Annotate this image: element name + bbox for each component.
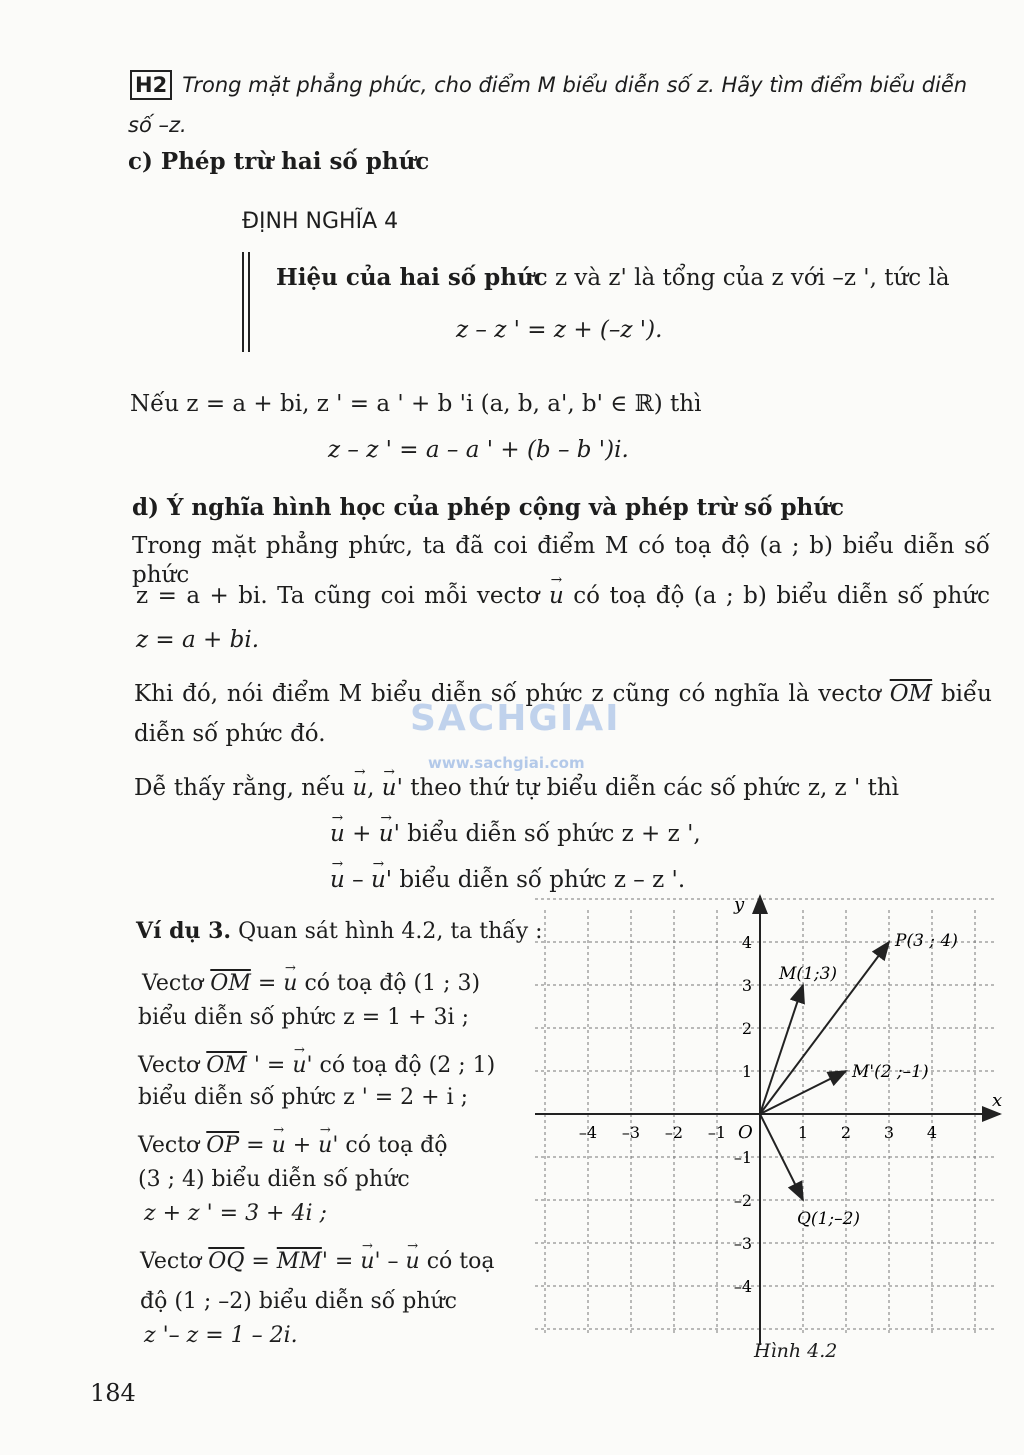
vector-om: $\overline{OM}$ bbox=[889, 681, 933, 707]
ex-v1-eq: = bbox=[250, 971, 284, 996]
ex-v1-a: Vectơ bbox=[142, 971, 211, 996]
ex-v4-line3: z '– z = 1 – 2i. bbox=[144, 1323, 298, 1348]
ex-v3-plus: + bbox=[285, 1133, 319, 1158]
axes bbox=[535, 896, 1003, 1345]
vector-u-prime: → u bbox=[371, 866, 386, 895]
d-p1-line1: Trong mặt phẳng phức, ta đã coi điểm M có toạ độ (a ; b) biểu diễn số phức bbox=[132, 533, 990, 588]
x-tick-label: –3 bbox=[621, 1123, 641, 1142]
vector-om: $\overline{OM}$ bbox=[210, 971, 251, 996]
vector-u: → u bbox=[283, 970, 297, 998]
definition-rest: z và z' là tổng của z với –z ', tức là bbox=[547, 265, 950, 291]
y-tick-label: –2 bbox=[733, 1191, 752, 1210]
vector-op: $\overline{OP}$ bbox=[206, 1133, 240, 1158]
ex-v1-b: có toạ độ (1 ; 3) bbox=[297, 971, 481, 996]
vector-u: → u bbox=[330, 866, 345, 895]
ex-v4-eq: = bbox=[244, 1249, 277, 1274]
diff-rest: ' biểu diễn số phức z – z '. bbox=[385, 867, 686, 893]
sum-line bbox=[330, 820, 701, 849]
ex-v4-a: Vectơ bbox=[140, 1249, 209, 1274]
definition-bold: Hiệu của hai số phức bbox=[276, 264, 548, 291]
ex-v2-line2: biểu diễn số phức z ' = 2 + i ; bbox=[138, 1085, 469, 1110]
example-title: Ví dụ 3. bbox=[136, 918, 232, 944]
ex-v4-eq2: ' = bbox=[321, 1249, 361, 1274]
point-label: Q(1;–2) bbox=[797, 1209, 861, 1229]
ex-v3-b: ' có toạ độ bbox=[332, 1133, 448, 1158]
section-c-title: c) Phép trừ hai số phức bbox=[128, 148, 430, 175]
d-p1-line3: z = a + bi. bbox=[136, 627, 260, 653]
section-d-title: d) Ý nghĩa hình học của phép cộng và phép trừ số phức bbox=[132, 494, 844, 521]
sum-op: + bbox=[344, 821, 379, 847]
vector-u: → u bbox=[549, 582, 564, 611]
origin-label: O bbox=[738, 1122, 753, 1143]
neu-line2: z – z ' = a – a ' + (b – b ')i. bbox=[328, 437, 629, 463]
x-tick-label: 4 bbox=[926, 1123, 938, 1142]
vector-u-prime: → u bbox=[382, 774, 397, 803]
vector-u-prime: → u bbox=[360, 1248, 374, 1276]
d-p3-line1 bbox=[134, 774, 899, 803]
ex-v2-line1 bbox=[138, 1052, 495, 1080]
ex-v4-line2: độ (1 ; –2) biểu diễn số phức bbox=[140, 1289, 457, 1314]
vector-u: → u bbox=[406, 1248, 420, 1276]
d-p1-line2 bbox=[136, 582, 990, 611]
vector-om-prime: $\overline{OM}$ bbox=[206, 1053, 247, 1078]
definition-line1 bbox=[276, 264, 950, 293]
vector-u-prime: → u bbox=[379, 820, 394, 849]
neu-line1: Nếu z = a + bi, z ' = a ' + b 'i (a, b, a', b' ∈ ℝ) thì bbox=[130, 391, 702, 417]
definition-formula: z – z ' = z + (–z '). bbox=[456, 317, 663, 343]
x-tick-label: –2 bbox=[664, 1123, 684, 1142]
definition-bar bbox=[242, 252, 250, 352]
x-axis-label: x bbox=[992, 1090, 1003, 1111]
example-title-line bbox=[136, 918, 543, 946]
ex-v3-a: Vectơ bbox=[138, 1133, 207, 1158]
coordinate-grid bbox=[535, 899, 995, 1335]
ex-v3-line2: (3 ; 4) biểu diễn số phức bbox=[138, 1167, 410, 1192]
vector-u: → u bbox=[352, 774, 367, 803]
d-p1-l2b: có toạ độ (a ; b) biểu diễn số phức bbox=[563, 583, 990, 609]
ex-v3-line1 bbox=[138, 1132, 447, 1160]
point-label: M'(2 ;–1) bbox=[852, 1062, 929, 1082]
vector-u-prime: → u bbox=[318, 1132, 332, 1160]
ex-v4-line1 bbox=[140, 1248, 494, 1276]
h2-line2: số –z. bbox=[128, 113, 187, 137]
d-p2-line2: diễn số phức đó. bbox=[134, 721, 326, 747]
h2-tag: H2 bbox=[130, 70, 172, 100]
d-p3-l1b: ' theo thứ tự biểu diễn các số phức z, z ' thì bbox=[396, 775, 900, 801]
vector-u: → u bbox=[272, 1132, 286, 1160]
point-label: M(1;3) bbox=[779, 964, 838, 984]
page-number: 184 bbox=[90, 1379, 136, 1407]
d-p3-sep: , bbox=[367, 775, 382, 801]
y-tick-label: 3 bbox=[741, 976, 752, 995]
d-p1-l2a: z = a + bi. Ta cũng coi mỗi vectơ bbox=[136, 583, 549, 609]
x-tick-label: 3 bbox=[883, 1123, 895, 1142]
d-p2-l1a: Khi đó, nói điểm M biểu diễn số phức z cũng có nghĩa là vectơ bbox=[134, 681, 890, 707]
vector-u: → u bbox=[330, 820, 345, 849]
example-intro: Quan sát hình 4.2, ta thấy : bbox=[231, 919, 543, 944]
y-tick-label: 1 bbox=[741, 1062, 752, 1081]
y-tick-label: –4 bbox=[733, 1277, 752, 1296]
ex-v1-line2: biểu diễn số phức z = 1 + 3i ; bbox=[138, 1005, 469, 1030]
ex-v2-b: ' có toạ độ (2 ; 1) bbox=[306, 1053, 496, 1078]
vector-arrow bbox=[760, 1114, 803, 1200]
x-tick-label: 1 bbox=[797, 1123, 809, 1142]
h2-question bbox=[130, 70, 967, 100]
ex-v2-a: Vectơ bbox=[138, 1053, 207, 1078]
sum-rest: ' biểu diễn số phức z + z ', bbox=[393, 821, 701, 847]
figure-4-2 bbox=[530, 890, 1010, 1370]
vector-u-prime: → u bbox=[292, 1052, 306, 1080]
d-p2-l1b: biểu bbox=[932, 681, 992, 707]
vector-mm-prime: $\overline{MM}$ bbox=[276, 1249, 322, 1274]
vectors bbox=[760, 931, 958, 1229]
y-tick-label: 2 bbox=[741, 1019, 752, 1038]
watermark-url: www.sachgiai.com bbox=[428, 754, 585, 772]
ex-v3-line3: z + z ' = 3 + 4i ; bbox=[144, 1201, 327, 1226]
y-axis-label: y bbox=[734, 894, 745, 915]
vector-oq: $\overline{OQ}$ bbox=[208, 1249, 245, 1274]
ex-v2-eq: ' = bbox=[246, 1053, 293, 1078]
definition-heading: ĐỊNH NGHĨA 4 bbox=[242, 209, 399, 234]
y-tick-label: 4 bbox=[741, 933, 752, 952]
figure-caption: Hình 4.2 bbox=[754, 1340, 838, 1362]
h2-line1: Trong mặt phẳng phức, cho điểm M biểu diễn số z. Hãy tìm điểm biểu diễn bbox=[182, 73, 968, 97]
x-tick-label: 2 bbox=[840, 1123, 852, 1142]
d-p3-l1a: Dễ thấy rằng, nếu bbox=[134, 775, 353, 801]
ex-v1-line1 bbox=[142, 970, 480, 998]
ex-v4-minus: ' – bbox=[374, 1249, 406, 1274]
ex-v3-eq: = bbox=[239, 1133, 272, 1158]
y-tick-label: –3 bbox=[733, 1234, 752, 1253]
y-tick-label: –1 bbox=[733, 1148, 752, 1167]
ex-v4-b: có toạ bbox=[419, 1249, 495, 1274]
point-label: P(3 ; 4) bbox=[895, 931, 958, 951]
x-tick-label: –1 bbox=[707, 1123, 727, 1142]
x-tick-label: –4 bbox=[578, 1123, 598, 1142]
watermark-text: SACHGIAI bbox=[410, 698, 621, 739]
diff-op: – bbox=[344, 867, 371, 893]
